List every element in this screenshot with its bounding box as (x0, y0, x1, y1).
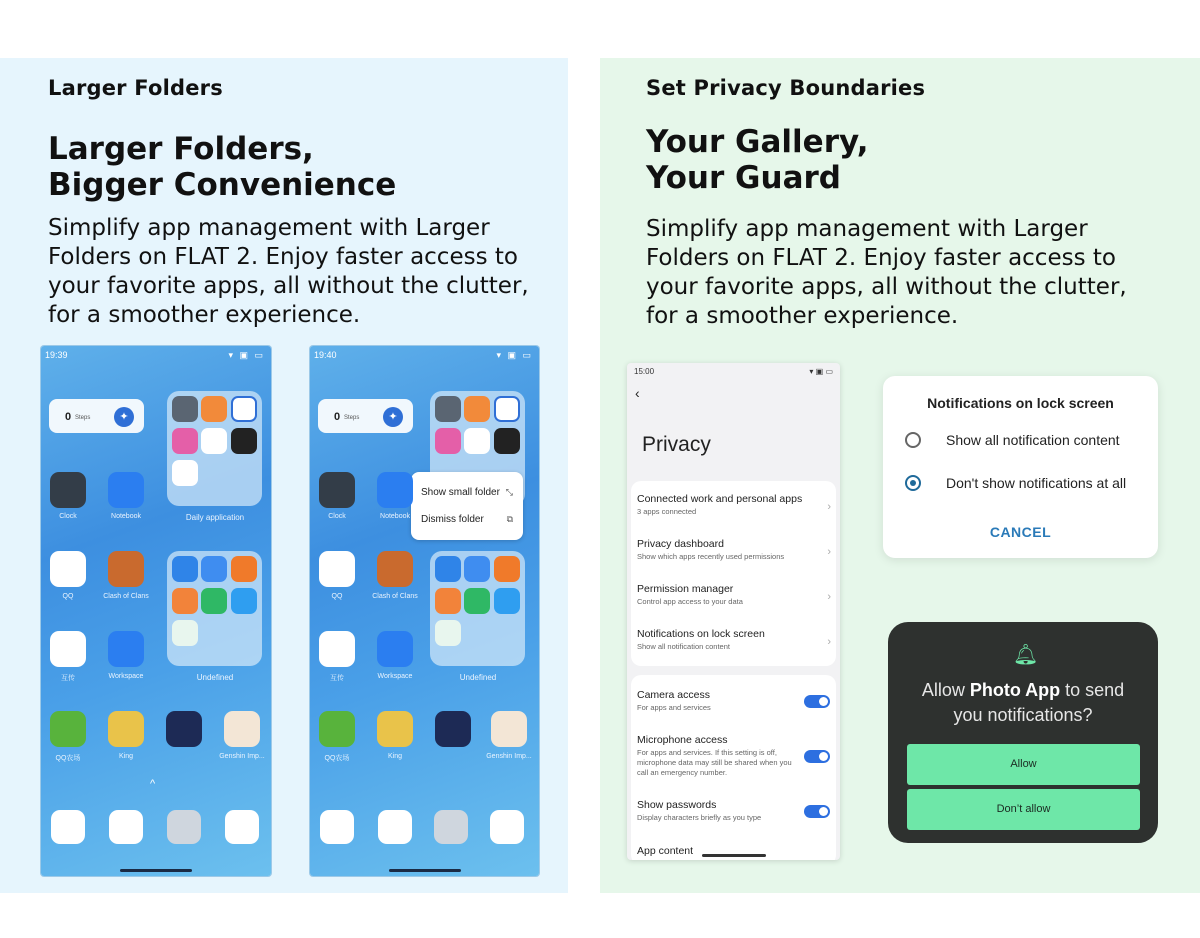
phone-icon[interactable] (51, 810, 85, 844)
body-line: your favorite apps, all without the clutter, (646, 274, 1127, 300)
section-headline (48, 131, 396, 203)
folder-context-menu (411, 472, 523, 540)
app-label: Workspace (108, 673, 144, 680)
huchuan-icon[interactable] (319, 631, 355, 667)
robot-icon[interactable] (166, 711, 202, 747)
chevron-right-icon: › (827, 591, 831, 603)
robot-icon[interactable] (435, 711, 471, 747)
section-headline (646, 124, 869, 196)
notebook-icon[interactable] (377, 472, 413, 508)
status-icons: ▾ ▣ ▭ (228, 350, 265, 360)
app-label: 互传 (330, 675, 344, 682)
shield-icon[interactable] (494, 396, 520, 422)
headline-line: Bigger Convenience (48, 167, 397, 203)
page-title: Privacy (642, 433, 711, 456)
steps-label: Steps (75, 415, 91, 421)
weather-icon[interactable] (494, 588, 520, 614)
privacy-settings-screen (627, 363, 840, 860)
qq-farm-icon[interactable] (50, 711, 86, 747)
option-label[interactable]: Don't show notifications at all (946, 475, 1127, 491)
folder-label: Undefined (196, 673, 234, 682)
dont-allow-button[interactable]: Don’t allow (907, 789, 1140, 830)
shortcuts-icon[interactable] (172, 428, 198, 454)
app-name: Photo App (969, 680, 1061, 700)
record-icon[interactable] (231, 428, 257, 454)
status-icons: ▾ ▣ ▭ (809, 367, 833, 376)
daily-application-folder[interactable] (167, 391, 262, 506)
genshin-icon[interactable] (491, 711, 527, 747)
status-bar (310, 346, 539, 364)
steps-widget[interactable] (49, 399, 144, 433)
status-icons: ▾ ▣ ▭ (496, 350, 533, 360)
messages-icon[interactable] (378, 810, 412, 844)
radio-show-all[interactable] (905, 432, 921, 448)
row-subtitle: 3 apps connected (637, 507, 697, 516)
row-title: App content (637, 845, 694, 857)
question-line2: you notifications? (953, 705, 1093, 725)
camera-icon[interactable] (167, 810, 201, 844)
kid-icon[interactable] (172, 588, 198, 614)
dismiss-folder-item[interactable]: Dismiss folder (421, 514, 484, 525)
privacy-toggles-card (631, 675, 836, 860)
app-label: QQ农场 (324, 755, 350, 762)
chevron-right-icon: › (827, 546, 831, 558)
app-label: Workspace (377, 673, 413, 680)
headline-line: Your Guard (646, 160, 841, 196)
king-icon[interactable] (108, 711, 144, 747)
headline-line: Your Gallery, (646, 124, 869, 160)
row-subtitle: For apps and services. If this setting is off, microphone data may still be shared when you call an emergency number. (637, 748, 792, 777)
workspace-icon[interactable] (108, 631, 144, 667)
app-label: Genshin Imp... (219, 753, 265, 760)
qq-icon[interactable] (50, 551, 86, 587)
status-bar (41, 346, 271, 364)
row-title: Show passwords (637, 799, 717, 811)
section-eyebrow: Larger Folders (48, 76, 223, 100)
shortcuts-icon[interactable] (435, 428, 461, 454)
row-subtitle: Control app access to your data (637, 597, 743, 606)
planet-icon[interactable] (201, 556, 227, 582)
status-time: 19:40 (314, 350, 337, 360)
permission-question (898, 678, 1148, 728)
kid-icon[interactable] (435, 588, 461, 614)
hexagon-icon[interactable] (172, 460, 198, 486)
body-line: Simplify app management with Larger (646, 216, 1088, 242)
browser-icon[interactable] (435, 556, 461, 582)
app-label: Notebook (111, 513, 141, 520)
undefined-folder[interactable] (430, 551, 525, 666)
heart-icon[interactable] (201, 396, 227, 422)
chrome-icon[interactable] (225, 810, 259, 844)
headline-line: Larger Folders, (48, 131, 314, 167)
folder-label: Daily application (185, 513, 245, 522)
apps-grid-icon[interactable] (201, 428, 227, 454)
home-screen-folder-menu (310, 346, 539, 876)
section-body (48, 214, 538, 330)
app-label: Clock (328, 513, 346, 520)
genshin-icon[interactable] (224, 711, 260, 747)
row-title: Permission manager (637, 583, 734, 595)
body-line: Folders on FLAT 2. Enjoy faster access to (48, 244, 518, 270)
game-controller-icon[interactable] (231, 556, 257, 582)
back-arrow-icon[interactable]: ‹ (635, 385, 640, 401)
home-indicator[interactable] (702, 854, 766, 857)
app-label: King (118, 753, 133, 760)
steps-label: Steps (344, 415, 360, 421)
record-icon[interactable] (494, 428, 520, 454)
camera-icon[interactable] (172, 396, 198, 422)
app-label: Clash of Clans (103, 593, 149, 600)
list-item[interactable] (637, 538, 831, 562)
body-line: for a smoother experience. (646, 303, 959, 329)
qq-farm-icon[interactable] (319, 711, 355, 747)
notebook-icon[interactable] (108, 472, 144, 508)
shrink-icon: ⤡ (505, 487, 513, 497)
list-item[interactable] (637, 734, 797, 778)
qq-icon[interactable] (319, 551, 355, 587)
privacy-links-card (631, 481, 836, 666)
transfer-icon[interactable] (464, 588, 490, 614)
list-item[interactable] (637, 493, 831, 517)
app-label: 互传 (61, 675, 75, 682)
steps-widget[interactable] (318, 399, 413, 433)
dismiss-icon: ⧉ (506, 514, 513, 524)
folder-label: Undefined (459, 673, 497, 682)
clock-icon[interactable] (319, 472, 355, 508)
runner-icon: ✦ (383, 407, 403, 427)
messages-icon[interactable] (109, 810, 143, 844)
clash-of-clans-icon[interactable] (108, 551, 144, 587)
status-time: 15:00 (634, 367, 655, 376)
clash-of-clans-icon[interactable] (377, 551, 413, 587)
steps-value: 0 (334, 411, 341, 423)
planet-icon[interactable] (464, 556, 490, 582)
home-indicator[interactable] (389, 869, 461, 872)
bell-icon: 🔔︎ (1013, 644, 1039, 666)
list-item[interactable] (637, 799, 797, 823)
body-line: Simplify app management with Larger (48, 215, 490, 241)
app-label: Notebook (380, 513, 410, 520)
radio-dont-show[interactable] (905, 475, 921, 491)
body-line: Folders on FLAT 2. Enjoy faster access to (646, 245, 1116, 271)
lock-screen-notifications-dialog (883, 376, 1158, 558)
row-title: Privacy dashboard (637, 538, 724, 550)
option-label[interactable]: Show all notification content (946, 432, 1120, 448)
question-suffix: to send (1060, 680, 1125, 700)
app-label: Genshin Imp... (486, 753, 532, 760)
row-title: Microphone access (637, 734, 728, 746)
weather-icon[interactable] (231, 588, 257, 614)
question-prefix: Allow (921, 680, 970, 700)
clock-icon[interactable] (50, 472, 86, 508)
row-subtitle: Show which apps recently used permissions (637, 552, 785, 561)
show-small-folder-item[interactable]: Show small folder (421, 487, 500, 498)
row-title: Notifications on lock screen (637, 628, 765, 640)
list-item[interactable] (637, 583, 831, 607)
home-indicator[interactable] (120, 869, 192, 872)
row-subtitle: Show all notification content (637, 642, 730, 651)
body-line: your favorite apps, all without the clutter, (48, 273, 529, 299)
camera-icon[interactable] (434, 810, 468, 844)
list-item[interactable] (637, 689, 797, 713)
section-body (646, 215, 1136, 331)
app-label: King (387, 753, 402, 760)
allow-button[interactable]: Allow (907, 744, 1140, 785)
list-item[interactable] (637, 628, 831, 652)
undefined-folder[interactable] (167, 551, 262, 666)
dialog-title: Notifications on lock screen (927, 395, 1114, 411)
ghost-icon[interactable] (435, 620, 461, 646)
huchuan-icon[interactable] (50, 631, 86, 667)
chevron-right-icon: › (827, 501, 831, 513)
king-icon[interactable] (377, 711, 413, 747)
cancel-button[interactable]: CANCEL (989, 524, 1052, 540)
runner-icon: ✦ (114, 407, 134, 427)
row-title: Connected work and personal apps (637, 493, 803, 505)
app-label: QQ (331, 593, 343, 600)
show-passwords-toggle[interactable] (804, 805, 830, 818)
heart-icon[interactable] (464, 396, 490, 422)
home-screen-large-folder (41, 346, 271, 876)
body-line: for a smoother experience. (48, 302, 361, 328)
transfer-icon[interactable] (201, 588, 227, 614)
app-label: QQ农场 (55, 755, 81, 762)
row-title: Camera access (637, 689, 710, 701)
app-label: QQ (62, 593, 74, 600)
status-time: 19:39 (45, 350, 68, 360)
notification-permission-dialog (888, 622, 1158, 843)
app-label: Clock (59, 513, 77, 520)
steps-value: 0 (65, 411, 72, 423)
row-subtitle: For apps and services (637, 703, 711, 712)
workspace-icon[interactable] (377, 631, 413, 667)
apps-grid-icon[interactable] (464, 428, 490, 454)
ghost-icon[interactable] (172, 620, 198, 646)
chevron-up-icon[interactable]: ^ (150, 778, 156, 790)
game-controller-icon[interactable] (494, 556, 520, 582)
chrome-icon[interactable] (490, 810, 524, 844)
row-subtitle: Display characters briefly as you type (637, 813, 762, 822)
browser-icon[interactable] (172, 556, 198, 582)
shield-icon[interactable] (231, 396, 257, 422)
camera-access-toggle[interactable] (804, 695, 830, 708)
section-eyebrow: Set Privacy Boundaries (646, 76, 926, 100)
microphone-access-toggle[interactable] (804, 750, 830, 763)
chevron-right-icon: › (827, 636, 831, 648)
camera-icon[interactable] (435, 396, 461, 422)
app-label: Clash of Clans (372, 593, 418, 600)
phone-icon[interactable] (320, 810, 354, 844)
